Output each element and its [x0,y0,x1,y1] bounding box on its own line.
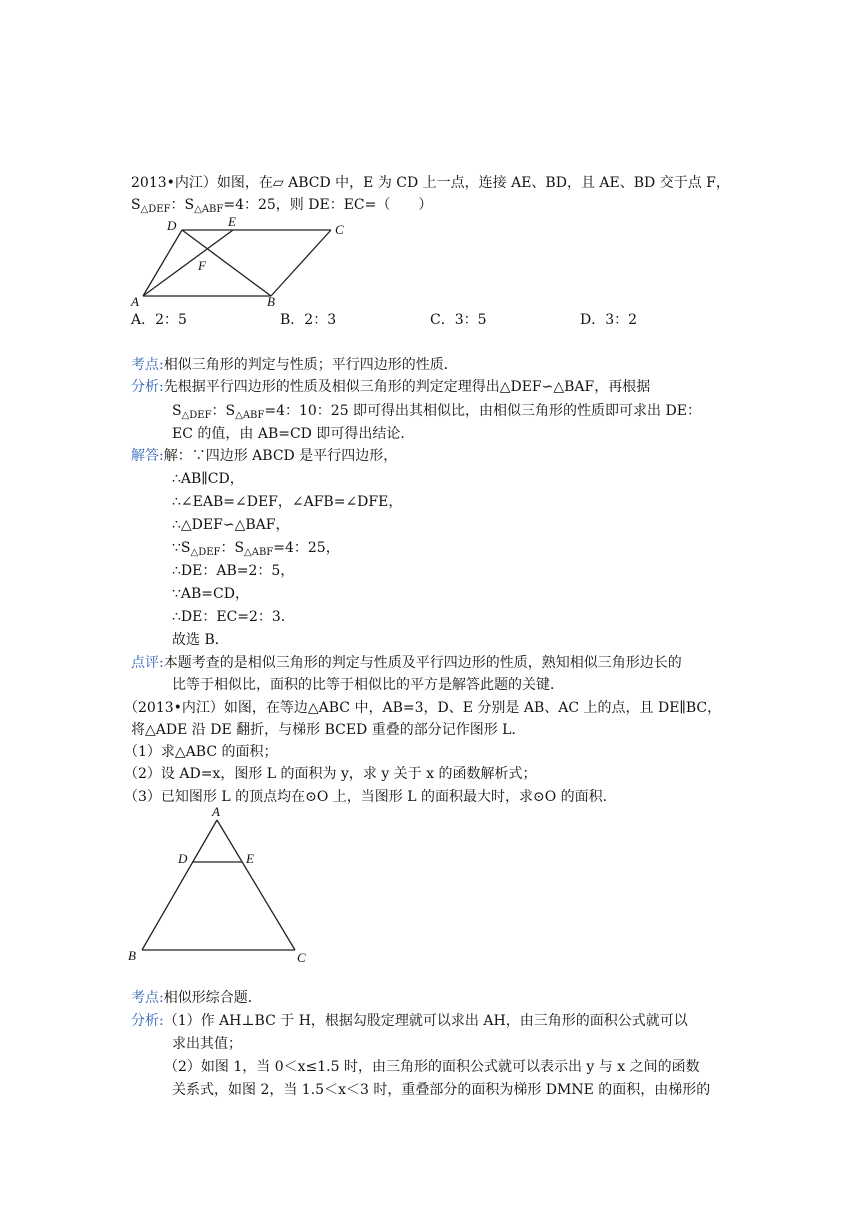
problem2-stem-line1: （2013•内江）如图，在等边△ABC 中，AB=3，D、E 分别是 AB、AC 上的点，且 DE∥BC， [124,700,722,716]
label-a: A [212,804,220,819]
p1-kaodian [131,355,458,375]
fenxi-text: 先根据平行四边形的性质及相似三角形的判定定理得出△DEF∽△BAF，再根据 [163,379,651,395]
option-c: C．3：5 [430,312,487,328]
p1-fenxi-line2 [172,401,701,426]
p2-fenxi-line4: 关系式，如图 2，当 1.5＜x＜3 时，重叠部分的面积为梯形 DMNE 的面积，由梯形的 [172,1082,711,1098]
label-a: A [131,294,139,309]
p1-jieda-line6: ∴DE：AB=2：5， [172,563,295,579]
label-b: B [267,294,275,309]
p2-fenxi-line3: （2）如图 1，当 0＜x≤1.5 时，由三角形的面积公式就可以表示出 y 与 x 之间的函数 [164,1059,700,1075]
label-f: F [198,258,206,273]
fenxi-label: 分析: [131,1013,164,1029]
p2-fenxi [131,1011,688,1031]
p1-dianping [131,653,682,673]
p1-fenxi [131,377,650,397]
p2-fenxi-line2: 求出其值； [172,1036,242,1052]
text-ratio: =4：25， [273,540,340,556]
jieda-text: 解：∵四边形 ABCD 是平行四边形， [163,448,398,464]
jieda-label: 解答: [131,448,164,464]
label-c: C [335,222,344,237]
text-s2: ：S [211,403,236,419]
problem2-q1: （1）求△ABC 的面积； [124,744,278,760]
label-b: B [128,948,136,963]
p1-jieda-line4: ∴△DEF∽△BAF， [172,517,290,533]
subscript: △ABF [235,410,265,421]
dianping-label: 点评: [131,655,164,671]
label-d: D [178,851,188,866]
text-s2: ：S [170,197,195,213]
text-s1: S [131,197,141,213]
parallelogram-figure [125,214,355,310]
kaodian-label: 考点: [131,357,164,373]
p1-jieda-line3: ∴∠EAB=∠DEF，∠AFB=∠DFE， [172,494,403,510]
label-c: C [297,950,306,965]
p2-kaodian [131,988,262,1008]
option-b: B．2：3 [280,312,337,328]
p1-jieda-line9: 故选 B． [172,632,229,648]
p1-jieda-line8: ∴DE：EC=2：3． [172,609,295,625]
kaodian-text: 相似三角形的判定与性质；平行四边形的性质． [163,357,458,373]
triangle-figure [122,800,322,970]
subscript: △DEF [140,204,171,215]
fenxi-label: 分析: [131,379,164,395]
problem2-stem-line2: 将△ADE 沿 DE 翻折，与梯形 BCED 重叠的部分记作图形 L． [131,722,526,738]
p1-jieda-line2: ∴AB∥CD， [172,471,244,487]
text-ratio: =4：25，则 DE：EC=（ ） [223,197,433,213]
text-ratio: =4：10：25 即可得出其相似比，由相似三角形的性质即可求出 DE： [264,403,701,419]
label-e: E [246,851,254,866]
p1-jieda-line5 [172,538,340,563]
subscript: △ABF [194,204,224,215]
text-s2: ：S [220,540,245,556]
option-a: A．2：5 [131,312,187,328]
p1-jieda [131,446,397,466]
text-s1: ∵S [172,540,191,556]
option-d: D．3：2 [580,312,638,328]
fenxi-text: （1）作 AH⊥BC 于 H，根据勾股定理就可以求出 AH，由三角形的面积公式就可以 [163,1013,688,1029]
subscript: △DEF [181,410,212,421]
text-s1: S [172,403,182,419]
problem1-stem-line1: 2013•内江）如图，在▱ ABCD 中，E 为 CD 上一点，连接 AE、BD，且 AE、BD 交于点 F， [131,175,730,191]
dianping-text: 本题考查的是相似三角形的判定与性质及平行四边形的性质，熟知相似三角形边长的 [163,655,682,671]
kaodian-text: 相似形综合题． [163,990,262,1006]
p1-dianping-line2: 比等于相似比，面积的比等于相似比的平方是解答此题的关键． [172,677,564,693]
p1-jieda-line7: ∵AB=CD， [172,586,249,602]
problem2-q3: （3）已知图形 L 的顶点均在⊙O 上，当图形 L 的面积最大时，求⊙O 的面积． [124,789,617,805]
label-e: E [228,214,236,229]
kaodian-label: 考点: [131,990,164,1006]
subscript: △ABF [244,547,274,558]
label-d: D [167,218,177,233]
problem2-q2: （2）设 AD=x，图形 L 的面积为 y，求 y 关于 x 的函数解析式； [124,766,537,782]
subscript: △DEF [190,547,221,558]
p1-fenxi-line3: EC 的值，由 AB=CD 即可得出结论． [172,426,415,442]
